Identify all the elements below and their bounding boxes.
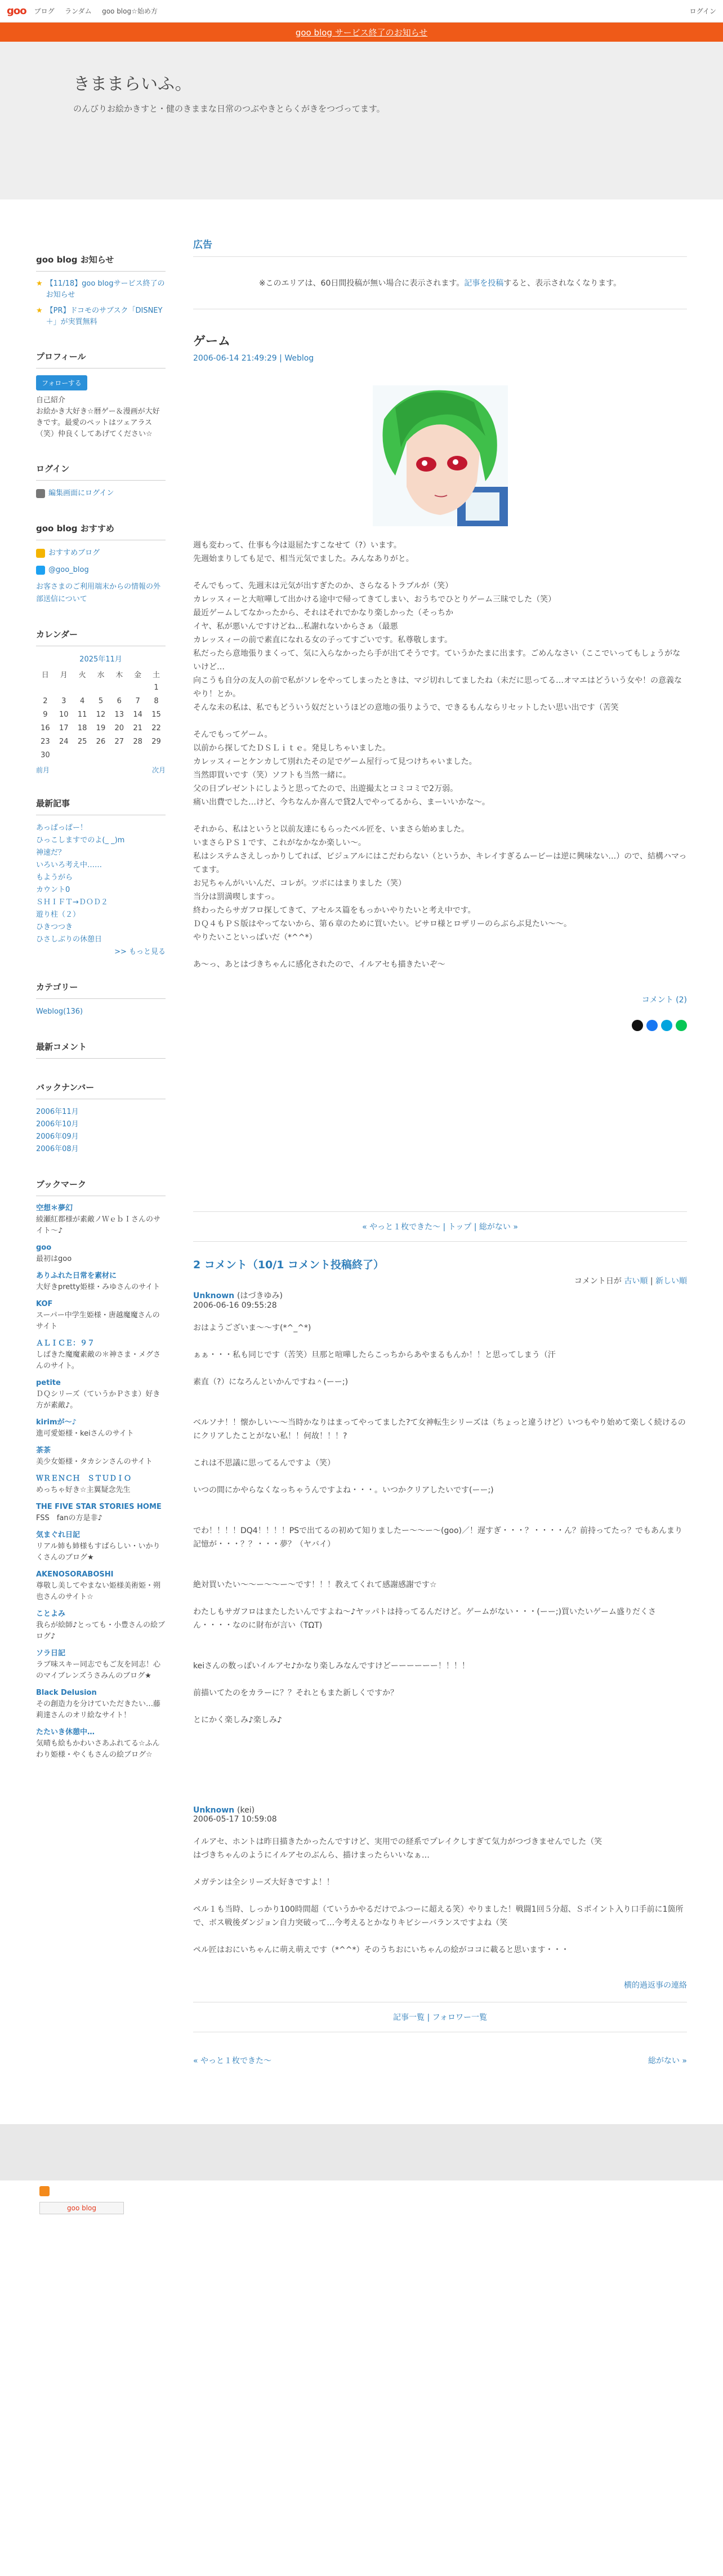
pager-top[interactable]: トップ xyxy=(448,1223,472,1232)
bookmark-link[interactable]: ソラ日記 xyxy=(36,1649,66,1658)
comment-line: いつの間にかやらなくなっちゃうんですよね・・・。いつかクリアしたいです(ーー;) xyxy=(193,1486,494,1495)
comment-line: これは不思議に思ってるんですよ（笑） xyxy=(193,1459,335,1468)
comment-author-name[interactable]: Unknown xyxy=(193,1806,235,1815)
calendar-day: 20 xyxy=(114,723,124,732)
weekday: 金 xyxy=(134,670,142,679)
follow-button[interactable]: フォローする xyxy=(36,375,87,390)
calendar-day xyxy=(92,748,110,762)
calendar-day: 11 xyxy=(77,710,87,719)
comments-heading: 2 コメント（10/1 コメント投稿終了） xyxy=(193,1259,385,1271)
x-share-icon[interactable] xyxy=(632,1020,643,1031)
comment-line: 前描いてたのをカラーに？？それともまた新しくですか？ xyxy=(193,1689,398,1698)
post-category-link[interactable]: Weblog xyxy=(284,354,314,363)
calendar-day: 16 xyxy=(41,723,50,732)
line-share-icon[interactable] xyxy=(676,1020,687,1031)
weekday: 日 xyxy=(41,670,49,679)
recent-article-link[interactable]: カウント0 xyxy=(36,886,70,894)
recent-article-link[interactable]: ひきつつき xyxy=(36,923,73,931)
post-date: 2006-06-14 21:49:29 xyxy=(193,354,277,363)
calendar-weekdays xyxy=(36,667,166,681)
calendar-day xyxy=(73,748,92,762)
twitter-link[interactable] xyxy=(36,564,166,576)
bookmark-description: 最初はgoo xyxy=(36,1255,72,1263)
category-block xyxy=(36,981,166,1018)
comment-item xyxy=(193,1290,687,1727)
external-info-link[interactable]: お客さまのご利用端末からの情報の外部送信について xyxy=(36,583,161,603)
bookmark-link[interactable]: ＡＬＩＣＥ：９７ xyxy=(36,1339,95,1348)
bookmark-description: 尊敬し美してやまない姫様美術姫・朔也さんのサイト☆ xyxy=(36,1582,161,1601)
ad-heading: 広告 xyxy=(193,237,687,257)
profile-block xyxy=(36,350,166,440)
post-paragraph: 当分は罰満喫しますっ。 xyxy=(193,892,280,901)
calendar-block xyxy=(36,628,166,775)
post-paragraph: あ〜っ、あとはづきちゃんに感化されたので、イルアセも描きたいぞ〜 xyxy=(193,960,445,969)
post-paragraph: 最近ゲームしてなかったから、それはそれでかなり楽しかった（そっちか xyxy=(193,609,453,618)
comment-line: おはようございま〜〜す(*^_^*) xyxy=(193,1323,311,1333)
login-link[interactable]: ログイン xyxy=(689,7,716,15)
recent-more-link[interactable]: >> もっと見る xyxy=(114,948,166,956)
calendar-month: 2025年11月 xyxy=(79,655,122,664)
post-pager: « やっと１枚できた〜 | トップ | 総がない » xyxy=(193,1211,687,1242)
calendar-day: 18 xyxy=(77,723,87,732)
comment-author-handle: (はづきゆみ) xyxy=(237,1291,283,1300)
ad-note-text: ※このエリアは、60日間投稿が無い場合に表示されます。 xyxy=(258,279,465,288)
comment-body xyxy=(193,1321,687,1727)
notice-label: 【PR】ドコモのサブスク「DISNEY ＋」が実質無料 xyxy=(46,307,163,326)
comment-order: コメント日が 古い順 | 新しい順 xyxy=(574,1277,687,1286)
comment-count-link[interactable]: コメント (2) xyxy=(641,996,687,1005)
comment-line xyxy=(193,1511,687,1524)
goo-blog-badge[interactable]: goo blog xyxy=(39,2202,124,2214)
calendar-day: 5 xyxy=(98,696,104,705)
recommend-heading: goo blog おすすめ xyxy=(36,522,166,540)
facebook-share-icon[interactable] xyxy=(646,1020,658,1031)
recommend-label: おすすめブログ xyxy=(48,549,100,557)
calendar-next[interactable]: 次月 xyxy=(151,766,166,774)
bookmark-link[interactable]: petite xyxy=(36,1379,61,1387)
weekday: 火 xyxy=(78,670,86,679)
comment-line xyxy=(193,1335,687,1348)
comment-line: とにかく楽しみ♪楽しみ♪ xyxy=(193,1716,282,1725)
post-paragraph: カレッスィーと大喧嘩して出かける途中で帰ってきてしまい、おうちでひとりゲーム三昧でした（笑） xyxy=(193,595,556,604)
comment-line xyxy=(193,1402,687,1416)
comment-line: keiさんの数っぽいイルアセ♪かなり楽しみなんですけどーーーーーー！！！！ xyxy=(193,1662,470,1671)
calendar-day xyxy=(55,748,73,762)
calendar-day: 9 xyxy=(43,710,48,719)
comment-count-link-wrap xyxy=(193,994,687,1005)
calendar-day: 24 xyxy=(59,737,69,746)
bookmark-description: 我らが絵師♪とっても・小豊さんの絵ブログ♪ xyxy=(36,1621,166,1641)
calendar-day xyxy=(55,681,73,694)
rss-icon[interactable] xyxy=(39,2186,50,2196)
recent-heading: 最新記事 xyxy=(36,797,166,815)
comments-more-link[interactable]: 横的過返事の連絡 xyxy=(624,1981,687,1990)
comment-line xyxy=(193,1389,687,1402)
calendar-day xyxy=(110,748,128,762)
bookmark-description: 美少女姫様・タカシンさんのサイト xyxy=(36,1458,153,1466)
overlay-band xyxy=(0,2124,723,2180)
comment-body xyxy=(193,1835,687,1957)
sidebar xyxy=(36,254,166,1783)
bookmark-description: 綾瀬紅都様が素敵ノＷｅｂＩさんのサイト〜♪ xyxy=(36,1215,161,1235)
recent-list xyxy=(36,822,166,946)
order-new[interactable]: 新しい順 xyxy=(655,1277,687,1286)
calendar-day: 28 xyxy=(133,737,142,746)
recent-article-link[interactable]: ひさしぶりの休憩日 xyxy=(36,935,102,944)
recent-comments-block xyxy=(36,1041,166,1059)
calendar-day: 27 xyxy=(114,737,124,746)
bookmark-description: めっちゃ好き☆主翼疑念先生 xyxy=(36,1486,131,1494)
calendar-day xyxy=(36,681,55,694)
backnumber-link[interactable]: 2006年11月 xyxy=(36,1108,79,1116)
post-paragraph: そんでもって、先週末は元気が出すぎたのか、さらなるトラブルが（笑） xyxy=(193,581,453,590)
share-buttons xyxy=(193,1020,687,1031)
order-old[interactable]: 古い順 xyxy=(624,1277,648,1286)
illustration-svg xyxy=(373,385,508,526)
bookmark-description: リアル姉も姉様もすばらしい・いかりくさんのブログ★ xyxy=(36,1542,160,1562)
star-icon: ★ xyxy=(36,307,43,315)
post-paragraph xyxy=(193,566,687,579)
calendar-day: 13 xyxy=(114,710,124,719)
backnumber-heading: バックナンバー xyxy=(36,1081,166,1099)
top-navigation-bar xyxy=(0,0,723,23)
comment-line xyxy=(193,1362,687,1375)
calendar-day: 17 xyxy=(59,723,69,732)
calendar-nav xyxy=(36,765,166,775)
bookmark-link[interactable]: ことよみ xyxy=(36,1610,66,1618)
recent-article-link[interactable]: ＳＨＩＦＴ→ＤＯＤ２ xyxy=(36,898,108,907)
profile-text: お絵かき大好き☆暦ゲー＆漫画が大好きです。最愛のペットはツェアラス（笑）仲良くしてあげてください☆ xyxy=(36,407,160,438)
weekday: 木 xyxy=(115,670,123,679)
post-paragraph: ＤＱ４もＰＳ版はやってないから、第６章のために買いたい。ピサロ様とロザリーのらぶらぶ見たい〜〜。 xyxy=(193,920,572,929)
calendar-day xyxy=(128,681,147,694)
bookmark-link[interactable]: Black Delusion xyxy=(36,1689,97,1697)
service-end-banner xyxy=(0,23,723,42)
calendar-day xyxy=(73,681,92,694)
calendar-day: 3 xyxy=(61,696,66,705)
comment-author-handle: (kei) xyxy=(237,1806,255,1815)
post-paragraph: お兄ちゃんがいいんだ、コレが。ツボにはまりました（笑） xyxy=(193,879,406,888)
post-paragraph xyxy=(193,809,687,823)
ad-note xyxy=(193,277,687,288)
star-icon: ★ xyxy=(36,279,43,288)
post-paragraph: そんな未の私は、私でもどういう奴だというほどの意地の張りようで、できるもんならリセットしたい思い出です（苦笑 xyxy=(193,703,619,712)
comment-line xyxy=(193,1497,687,1511)
comment-list xyxy=(193,1290,687,1957)
post-paragraph: 当然即買いです（笑）ソフトも当然一緒に。 xyxy=(193,771,351,780)
pencil-icon xyxy=(36,489,45,498)
calendar-day: 25 xyxy=(77,737,87,746)
goo-logo[interactable]: goo xyxy=(7,5,26,17)
top-nav xyxy=(34,6,166,16)
comment-line xyxy=(193,1673,687,1686)
post-paragraph xyxy=(193,944,687,958)
calendar-day xyxy=(147,748,166,762)
post-title[interactable]: ゲーム xyxy=(193,309,687,349)
post-paragraph: 痛い出費でした…けど、今ちなんか喜んで貸2人でやってるから、まーいいかな〜。 xyxy=(193,798,490,807)
bookmark-link[interactable]: 茶茶 xyxy=(36,1446,51,1455)
footer-prev[interactable]: « やっと１枚できた〜 xyxy=(193,2057,272,2066)
backnumber-link[interactable]: 2006年09月 xyxy=(36,1132,79,1141)
pager-next[interactable]: 総がない » xyxy=(479,1223,518,1232)
backnumber-block xyxy=(36,1081,166,1156)
bookmark-description: 進可愛姫様・keiさんのサイト xyxy=(36,1429,134,1438)
comment-line: ベルソナ！！懐かしい〜〜当時かなりはまってやってました?て女神転生シリーズは（ちょっと違うけど）いつもやり始めて楽しく続けるのにクリアしたことがない私！！何故！！！? xyxy=(193,1418,686,1441)
footer-next[interactable]: 総がない » xyxy=(648,2057,687,2066)
recent-block xyxy=(36,797,166,958)
nav-random[interactable]: ランダム xyxy=(65,7,92,15)
recent-article-link[interactable]: 遊り柱（２） xyxy=(36,911,81,919)
calendar-prev[interactable]: 前月 xyxy=(36,766,50,774)
recent-article-link[interactable]: いろいろ考え中…… xyxy=(36,861,102,869)
star-badge-icon xyxy=(36,549,45,558)
bookmark-description: 大好きpretty姫様・みゆさんのサイト xyxy=(36,1283,160,1291)
comment-author-name[interactable]: Unknown xyxy=(193,1291,235,1300)
weekday: 水 xyxy=(97,670,105,679)
calendar-day: 6 xyxy=(117,696,122,705)
notice-item[interactable] xyxy=(36,305,166,328)
bookmark-list xyxy=(36,1203,166,1761)
bookmark-link[interactable]: ＷＲＥＮＣＨ ＳＴＵＤＩＯ xyxy=(36,1474,132,1483)
bookmark-description: しばきた魔魔素敵の＊神さま・メグさんのサイト。 xyxy=(36,1351,161,1370)
notice-heading: goo blog お知らせ xyxy=(36,254,166,272)
comment-line xyxy=(193,1700,687,1713)
bookmark-description: その創造力を分けていただきたい…藤 莉達さんのオリ絵なサイト！ xyxy=(36,1700,168,1720)
post-paragraph: 向こうも自分の友人の前で私がソレをやってしまったときは、マジ切れしてましたね（未だに思ってる…オマエはどういう女や！の意義なやり！とか。 xyxy=(193,676,682,699)
post-article-link[interactable]: 記事を投稿 xyxy=(464,279,504,288)
recommend-block xyxy=(36,522,166,606)
post-paragraph: いまさらＰＳ１です、これがなかなか楽しい〜。 xyxy=(193,838,366,847)
calendar-week xyxy=(36,748,166,762)
footer-nav xyxy=(193,2055,687,2066)
bookmark-description: ラブ味スキー同志でもご友を同志！心のマイブレンズうさみんのブログ★ xyxy=(36,1660,161,1680)
notice-block xyxy=(36,254,166,328)
twitter-label: @goo_blog xyxy=(48,566,89,574)
comment-author xyxy=(193,1290,687,1301)
post-paragraph: やりたいこといっぱいだ（*^^*） xyxy=(193,933,317,942)
comment-line xyxy=(193,1443,687,1456)
calendar-day: 10 xyxy=(59,710,69,719)
blog-header xyxy=(0,42,723,199)
calendar-body xyxy=(36,681,166,762)
comment-order-label: コメント日が xyxy=(574,1277,622,1286)
calendar-day xyxy=(110,681,128,694)
admin-login-label: 編集画面にログイン xyxy=(48,489,114,498)
bookmark-link[interactable]: kirimが～♪ xyxy=(36,1418,77,1427)
calendar-day: 8 xyxy=(154,696,159,705)
post-paragraph: 週も変わって、仕事も今は退屈たすこなせて（?）います。 xyxy=(193,541,401,550)
notice-label: 【11/18】goo blogサービス終了のお知らせ xyxy=(46,279,165,299)
post-paragraph xyxy=(193,714,687,728)
comment-line: ぁぁ・・・私も同じです（苦笑）旦那と喧嘩したらこっちからあやまるもんか！！と思ってしまう（汗 xyxy=(193,1351,556,1360)
bookmark-link[interactable]: THE FIVE STAR STORIES HOME xyxy=(36,1503,162,1511)
bookmark-link[interactable]: 空想＊夢幻 xyxy=(36,1204,73,1213)
comment-line xyxy=(193,1592,687,1605)
calendar-day: 7 xyxy=(135,696,140,705)
admin-login-link[interactable] xyxy=(36,487,166,500)
calendar-day: 19 xyxy=(96,723,106,732)
bookmark-link[interactable]: ありふれた日常を素材に xyxy=(36,1272,117,1280)
post-paragraph: カレッスィーとケンカして別れたその足でゲーム屋行って見つけちゃいました。 xyxy=(193,757,477,766)
post-meta: 2006-06-14 21:49:29 | Weblog xyxy=(193,354,314,363)
comment-line xyxy=(193,1632,687,1646)
calendar-day: 23 xyxy=(41,737,50,746)
post-paragraph: 先週始まりしても足で、相当元気でました。みんなありがと。 xyxy=(193,554,414,563)
login-heading: ログイン xyxy=(36,463,166,481)
calendar-day: 29 xyxy=(151,737,161,746)
backnumber-link[interactable]: 2006年10月 xyxy=(36,1120,79,1129)
post-body xyxy=(193,539,687,971)
notice-item[interactable] xyxy=(36,278,166,301)
backnumber-link[interactable]: 2006年08月 xyxy=(36,1145,79,1153)
comment-line: 素直（?）になろんといかんですね＾(ーー;) xyxy=(193,1378,349,1387)
blog-description: のんびりお絵かきすと・健のきままな日常のつぶやきとらくがきをつづってます。 xyxy=(73,104,385,114)
calendar-day: 14 xyxy=(133,710,142,719)
comment-line: でわ！！！！DQ4！！！！PSで出てるの初めて知りましたー〜〜ー〜(goo)／！遅すぎ・・・？・・・・ん？前持ってたっ？でもあんまり記憶が・・・？？・・・夢？（ヤバイ） xyxy=(193,1526,682,1549)
bookmark-description: ＤＱシリーズ（ていうかＰさま）好き方が素敵♪。 xyxy=(36,1390,160,1410)
comment-line xyxy=(193,1646,687,1659)
bookmark-description: FSS fanの方是非♪ xyxy=(36,1514,102,1522)
recent-article-link[interactable]: ひっこしますでのよ(_ _)m xyxy=(36,836,125,845)
comment-line xyxy=(193,1862,687,1876)
comment-line: ペル匠はおにいちゃんに萌え萌えです（*^^*）そのうちおにいちゃんの絵がココに載ると思います・・・ xyxy=(193,1946,569,1955)
category-heading: カテゴリー xyxy=(36,981,166,999)
bookmark-link[interactable]: たたいき休憩中… xyxy=(36,1728,95,1736)
bookmark-link[interactable]: goo xyxy=(36,1243,52,1252)
calendar-day xyxy=(92,681,110,694)
comment-line: はづきちゃんのようにイルアセのぶんら、描けまったらいいなぁ… xyxy=(193,1851,430,1860)
recent-article-link[interactable]: 神速だ？ xyxy=(36,849,66,857)
comment-line xyxy=(193,1889,687,1903)
comment-author xyxy=(193,1806,687,1815)
comment-date: 2006-05-17 10:59:08 xyxy=(193,1815,277,1824)
recent-comments-heading: 最新コメント xyxy=(36,1041,166,1059)
post-paragraph: 終わったらサガフロ探してきて、アセルス篇をもっかいやりたいと考え中です。 xyxy=(193,906,476,915)
calendar-day: 15 xyxy=(151,710,161,719)
comments-more-wrap xyxy=(193,1979,687,1991)
calendar-day: 4 xyxy=(79,696,85,705)
calendar-day: 1 xyxy=(154,683,159,692)
calendar-day: 26 xyxy=(96,737,106,746)
bottom-sidebar xyxy=(39,2186,124,2214)
comment-line xyxy=(193,1930,687,1943)
calendar-day: 12 xyxy=(96,710,106,719)
post-paragraph: カレッスィーの前で素直になれる女の子ってすごいです。私尊敬します。 xyxy=(193,636,453,645)
calendar-day xyxy=(128,748,147,762)
comment-line: メガテンは全シリーズ大好きですよ！！ xyxy=(193,1878,334,1887)
calendar-week xyxy=(36,721,166,735)
category-item[interactable]: Weblog(136) xyxy=(36,1007,83,1016)
recent-article-link[interactable]: あっぱっぱー！ xyxy=(36,824,87,832)
comment-item xyxy=(193,1806,687,1957)
backnumber-list xyxy=(36,1106,166,1156)
bookmark-heading: ブックマーク xyxy=(36,1178,166,1196)
bookmark-link[interactable]: 気まぐれ日記 xyxy=(36,1531,81,1539)
calendar-week xyxy=(36,681,166,694)
post-paragraph: イヤ、私が悪いんですけどね…私謝れないからさぁ（最悪 xyxy=(193,622,398,631)
pager-prev[interactable]: « やっと１枚できた〜 xyxy=(362,1223,441,1232)
ad-note-suffix: すると、表示されなくなります。 xyxy=(503,279,622,288)
bookmark-block xyxy=(36,1178,166,1761)
service-end-link[interactable]: goo blog サービス終了のお知らせ xyxy=(295,27,428,38)
comment-line: わたしもサガフロはまたしたいんですよね〜♪ヤッパトは持ってるんだけど。ゲームがない・・・(ーー;)買いたいゲーム盛りだくさん・・・・なのに財布が言い（TΩT) xyxy=(193,1607,657,1630)
bookmark-link[interactable]: KOF xyxy=(36,1300,53,1308)
calendar-day: 2 xyxy=(43,696,48,705)
calendar-week xyxy=(36,708,166,721)
calendar-week xyxy=(36,735,166,748)
hatena-share-icon[interactable] xyxy=(661,1020,672,1031)
post-image-wrap xyxy=(193,385,687,526)
bookmark-description: 気晴も絵もかわいさあふれてる☆ふんわり姫様・やくもさんの絵ブログ☆ xyxy=(36,1739,160,1759)
calendar-day: 21 xyxy=(133,723,142,732)
post-paragraph: 私だったら意地張りまくって、気に入らなかったら手が出てそうです。ていうかたまに出ます。ごめんなさい（ここでいってもしょうがないけど… xyxy=(193,649,681,672)
comment-line: イルアセ、ホントは昨日描きたかったんですけど、実用での経系でプレイクしすぎて気力がつづきませんでした（笑 xyxy=(193,1837,602,1846)
calendar-table xyxy=(36,667,166,762)
post-paragraph: それから、私はというと以前友達にもらったベル匠を、いまさら始めました。 xyxy=(193,825,469,834)
recommend-blog-link[interactable] xyxy=(36,547,166,559)
profile-heading: プロフィール xyxy=(36,350,166,368)
comment-line xyxy=(193,1565,687,1578)
nav-howto[interactable]: goo blog☆始め方 xyxy=(102,7,158,15)
profile-label: 自己紹介 xyxy=(36,396,66,405)
post-paragraph: そんでもってゲーム。 xyxy=(193,730,273,739)
bookmark-description: スーパー中学生姫様・唐越魔魔さんのサイト xyxy=(36,1311,160,1331)
calendar-day: 22 xyxy=(151,723,161,732)
anime-illustration-image[interactable] xyxy=(373,385,508,526)
post-paragraph: 以前から探してたＤＳＬｉｔｅ。発見しちゃいました。 xyxy=(193,744,390,753)
bookmark-link[interactable]: AKENOSORABOSHI xyxy=(36,1570,114,1579)
calendar-heading: カレンダー xyxy=(36,628,166,646)
weekday: 月 xyxy=(60,670,68,679)
comment-date: 2006-06-16 09:55:28 xyxy=(193,1301,277,1310)
post-paragraph: 父の日プレゼントにしようと思ってたので、出遊撮太とコミコミで2万弱。 xyxy=(193,784,458,793)
nav-blog[interactable]: ブログ xyxy=(34,7,55,15)
login-block xyxy=(36,463,166,500)
comment-line: 絶対買いたい〜〜ー〜〜ー〜です！！！教えてくれて感謝感謝です☆ xyxy=(193,1580,437,1589)
calendar-day: 30 xyxy=(41,750,50,760)
footer-links[interactable]: 記事一覧 | フォロワー一覧 xyxy=(193,2002,687,2032)
post-paragraph: 私はシステムさえしっかりしてれば、ビジュアルにはこだわらない（というか、キレイすぎるムービーは逆に興味ない…）ので、結構ハマってます。 xyxy=(193,852,687,874)
comment-line xyxy=(193,1551,687,1565)
comment-line: ペル１も当時、しっかり100時間超（ていうかやるだけでふつーに超える笑）やりました！戦闘1回５分超、Ｓポイント入り口手前に1箇所で、ボス戦後ダンジョン自力突破って…今考えるとかなりキビシーバランスですよね（笑 xyxy=(193,1905,684,1927)
main-column xyxy=(193,237,687,2066)
weekday: 土 xyxy=(153,670,160,679)
comment-line xyxy=(193,1470,687,1484)
recent-article-link[interactable]: もようがら xyxy=(36,873,73,882)
calendar-week xyxy=(36,694,166,708)
twitter-icon xyxy=(36,566,45,575)
blog-title[interactable]: きままらいふ。 xyxy=(73,74,192,94)
